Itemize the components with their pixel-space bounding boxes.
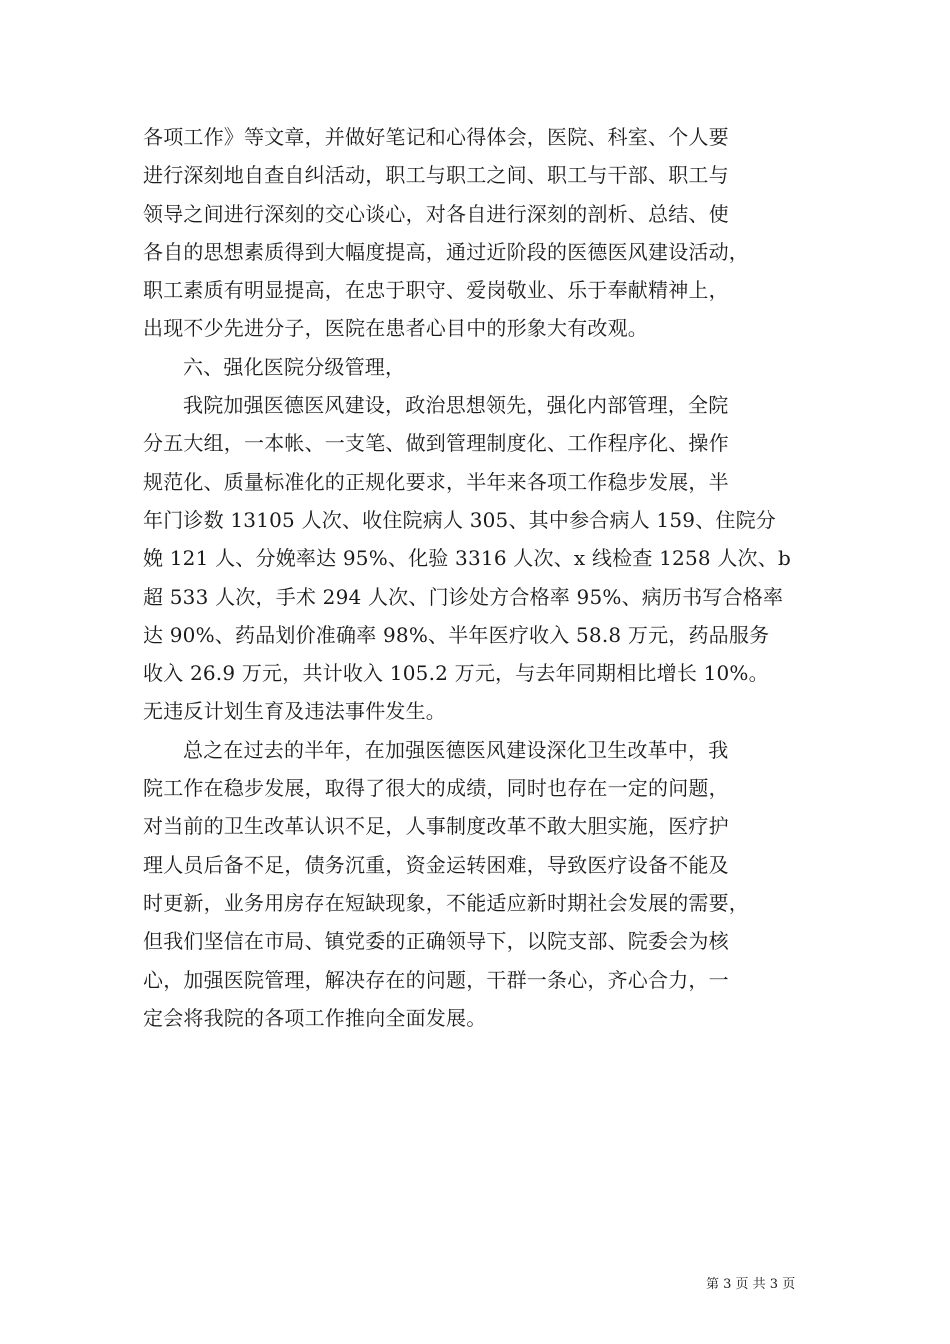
text-line: 年门诊数 13105 人次、收住院病人 305、其中参合病人 159、住院分 [143, 507, 776, 532]
page-number: 第 3 页 共 3 页 [706, 1277, 796, 1292]
text-line: 进行深刻地自查自纠活动，职工与职工之间、职工与干部、职工与 [143, 163, 729, 188]
text-line: 收入 26.9 万元，共计收入 105.2 万元，与去年同期相比增长 10%。 [143, 661, 769, 686]
text-line: 总之在过去的半年，在加强医德医风建设深化卫生改革中，我 [183, 737, 729, 762]
text-line: 院工作在稳步发展，取得了很大的成绩，同时也存在一定的问题， [143, 776, 729, 801]
text-line: 出现不少先进分子，医院在患者心目中的形象大有改观。 [143, 316, 648, 341]
text-line: 我院加强医德医风建设，政治思想领先，强化内部管理，全院 [183, 393, 729, 418]
text-line: 领导之间进行深刻的交心谈心，对各自进行深刻的剖析、总结、使 [143, 201, 729, 226]
text-line: 心，加强医院管理，解决存在的问题，干群一条心，齐心合力，一 [143, 967, 729, 992]
text-line: 分五大组，一本帐、一支笔、做到管理制度化、工作程序化、操作 [143, 431, 729, 456]
text-line: 职工素质有明显提高，在忠于职守、爱岗敬业、乐于奉献精神上， [143, 278, 729, 303]
text-line: 规范化、质量标准化的正规化要求，半年来各项工作稳步发展，半 [143, 469, 729, 494]
text-line: 理人员后备不足，债务沉重，资金运转困难，导致医疗设备不能及 [143, 852, 729, 877]
body-text [143, 118, 807, 1037]
text-line: 时更新，业务用房存在短缺现象，不能适应新时期社会发展的需要， [143, 890, 749, 915]
text-line: 但我们坚信在市局、镇党委的正确领导下，以院支部、院委会为核 [143, 929, 729, 954]
text-line: 对当前的卫生改革认识不足，人事制度改革不敢大胆实施，医疗护 [143, 814, 729, 839]
text-line: 娩 121 人、分娩率达 95%、化验 3316 人次、x 线检查 1258 人次、b [143, 546, 791, 571]
text-line: 达 90%、药品划价准确率 98%、半年医疗收入 58.8 万元，药品服务 [143, 622, 770, 647]
text-line: 超 533 人次，手术 294 人次、门诊处方合格率 95%、病历书写合格率 [143, 584, 784, 609]
text-line: 定会将我院的各项工作推向全面发展。 [143, 1005, 487, 1030]
text-line: 各项工作》等文章，并做好笔记和心得体会，医院、科室、个人要 [143, 125, 729, 149]
text-line: 各自的思想素质得到大幅度提高，通过近阶段的医德医风建设活动， [143, 239, 749, 264]
text-line: 六、强化医院分级管理， [183, 354, 406, 379]
text-line: 无违反计划生育及违法事件发生。 [143, 699, 446, 724]
